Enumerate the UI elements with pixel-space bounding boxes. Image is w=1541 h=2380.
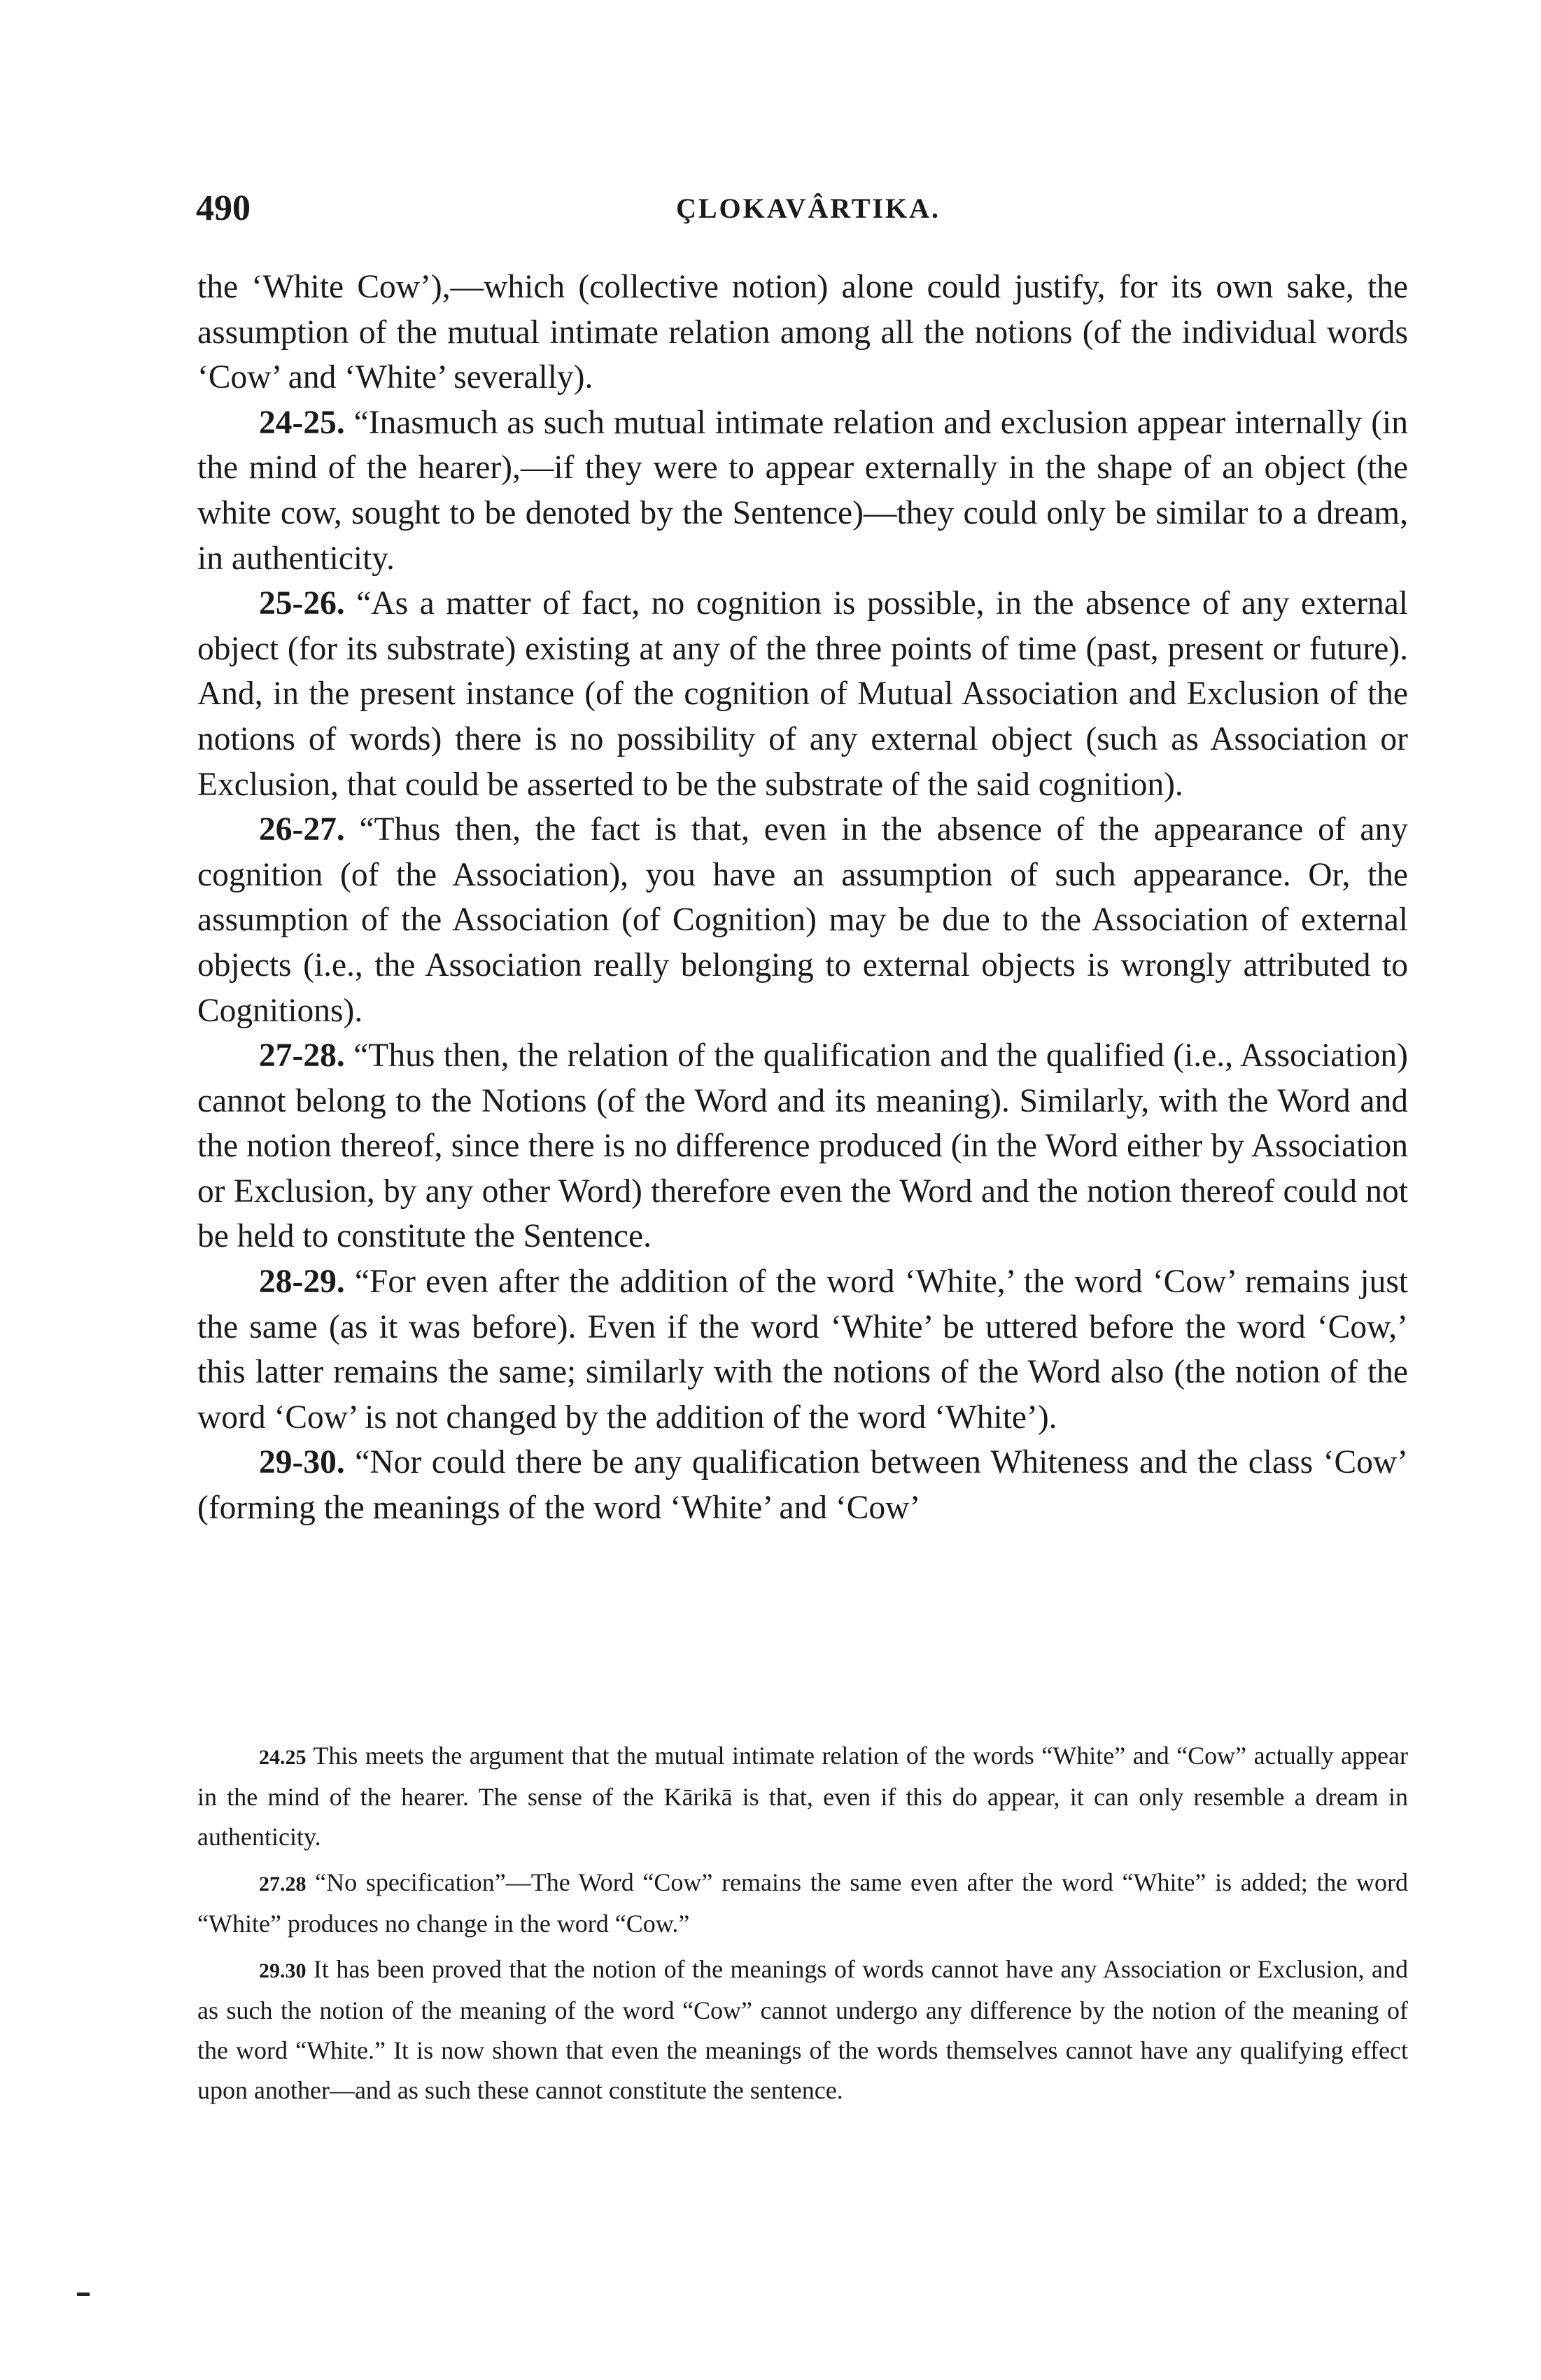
paragraph-text: the ‘White Cow’),—which (collective notion) alone could justify, for its own sake, the assumption of the mutual intimate relation among all the notions (of the individual words ‘Cow’ and ‘White’ severally). [197,269,1408,396]
verse-number: 28-29. [259,1264,345,1301]
paragraph [197,807,1408,1033]
verse-number: 27-28. [259,1037,345,1074]
paragraph-text: “Thus then, the fact is that, even in the absence of the appearance of any cognition (of the Association), you have an assumption of such appearance. Or, the assumption of the Association (of Cognition) may be due to the Association of external objects (i.e., the Association really belonging to external objects is wrongly attributed to Cognitions). [197,811,1408,1029]
page-header [196,188,1421,237]
page-number: 490 [196,188,251,228]
footnote-text: It has been proved that the notion of the meanings of words cannot have any Association or Exclusion, and as such the notion of the meaning of the word “Cow” cannot undergo any difference by the notion of the meaning of the word “White.” It is now shown that even the meanings of the words themselves cannot have any qualifying effect upon another—and as such these cannot constitute the sentence. [197,1955,1408,2104]
paragraph [197,1259,1408,1440]
footnote [197,1949,1408,2110]
paragraph [197,400,1408,581]
footnote-number: 24.25 [259,1746,307,1769]
paragraph [197,265,1408,400]
paragraph-text: “For even after the addition of the word ‘White,’ the word ‘Cow’ remains just the same (as it was before). Even if the word ‘White’ be uttered before the word ‘Cow,’ this latter remains the same; similarly with the notions of the Word also (the notion of the word ‘Cow’ is not changed by the addition of the word ‘White’). [197,1264,1408,1436]
margin-dash-mark [77,2292,90,2296]
verse-number: 26-27. [259,811,345,848]
footnote-number: 29.30 [259,1959,307,1982]
footnotes [197,1736,1408,2116]
main-text [197,265,1408,1531]
footnote [197,1736,1408,1857]
paragraph-text: “Thus then, the relation of the qualification and the qualified (i.e., Association) cannot belong to the Notions (of the Word and its meaning). Similarly, with the Word and the notion thereof, since there is no difference produced (in the Word either by Association or Exclusion, by any other Word) therefore even the Word and the notion thereof could not be held to constitute the Sentence. [197,1037,1408,1255]
running-head: ÇLOKAVÂRTIKA. [675,192,941,224]
paragraph-text: “As a matter of fact, no cognition is possible, in the absence of any external object (for its substrate) existing at any of the three points of time (past, present or future). And, in the present instance (of the cognition of Mutual Association and Exclusion of the notions of words) there is no possibility of any external object (such as Association or Exclusion, that could be asserted to be the substrate of the said cognition). [197,585,1408,803]
paragraph [197,1440,1408,1530]
paragraph [197,1033,1408,1259]
paragraph [197,581,1408,807]
verse-number: 25-26. [259,585,345,622]
verse-number: 24-25. [259,404,345,441]
footnote-number: 27.28 [259,1872,307,1896]
footnote-text: This meets the argument that the mutual intimate relation of the words “White” and “Cow” actually appear in the mind of the hearer. The sense of the Kārikā is that, even if this do appear, it can only resemble a dream in authenticity. [197,1742,1408,1851]
footnote [197,1863,1408,1944]
footnote-text: “No specification”—The Word “Cow” remains the same even after the word “White” is added; the word “White” produces no change in the word “Cow.” [197,1868,1408,1938]
paragraph-text: “Inasmuch as such mutual intimate relation and exclusion appear internally (in the mind of the hearer),—if they were to appear externally in the shape of an object (the white cow, sought to be denoted by the Sentence)—they could only be similar to a dream, in authenticity. [197,404,1408,577]
paragraph-text: “Nor could there be any qualification between Whiteness and the class ‘Cow’ (forming the meanings of the word ‘White’ and ‘Cow’ [197,1444,1408,1527]
verse-number: 29-30. [259,1444,345,1481]
